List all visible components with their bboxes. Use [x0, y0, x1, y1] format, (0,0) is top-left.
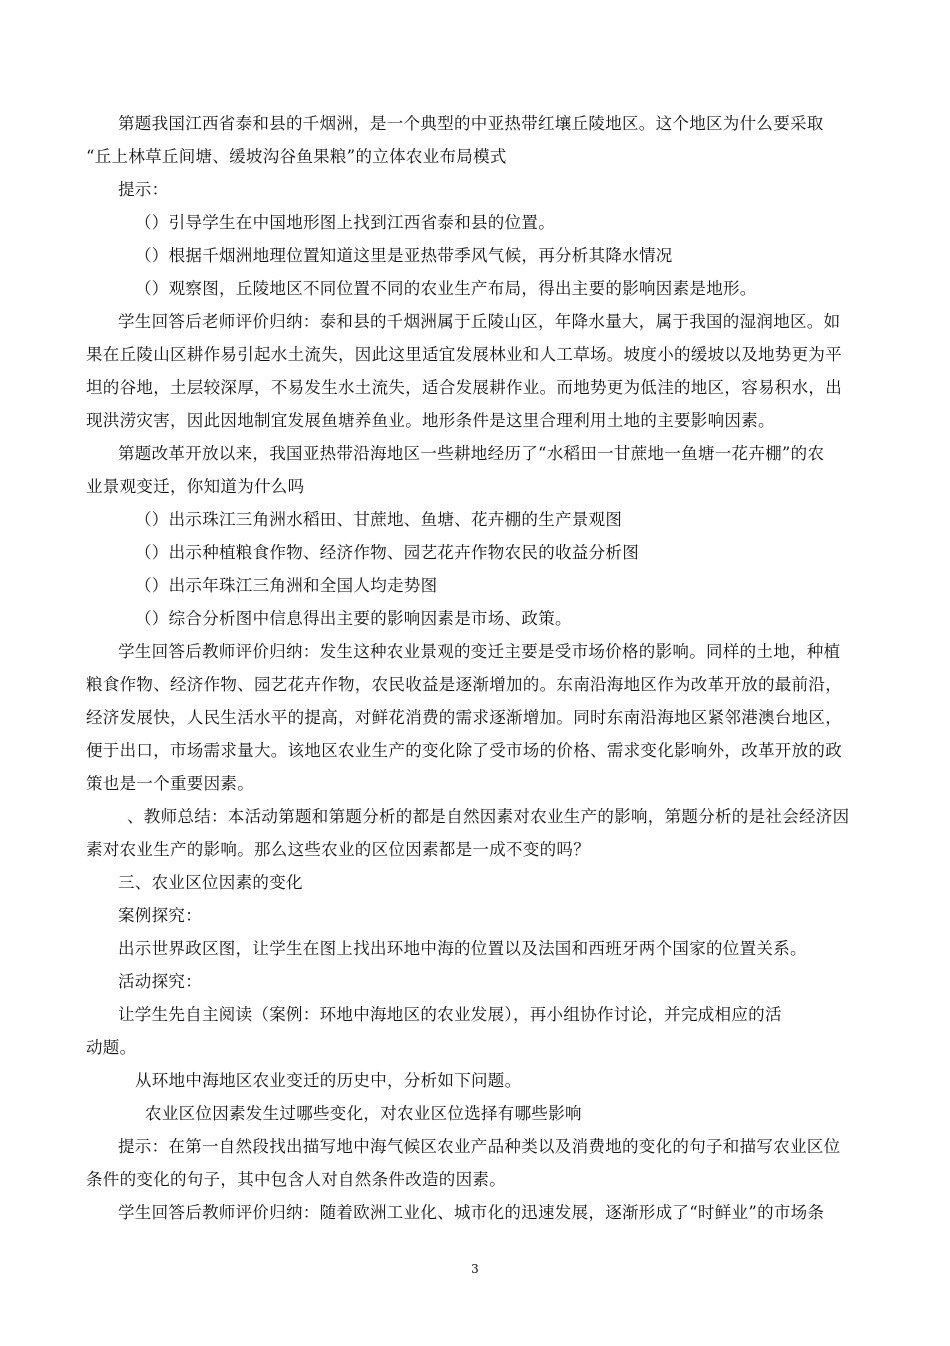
text-line: 经济发展快，人民生活水平的提高，对鲜花消费的需求逐渐增加。同时东南沿海地区紧邻港澳台地区， [86, 708, 842, 727]
text-line: 学生回答后教师评价归纳：发生这种农业景观的变迁主要是受市场价格的影响。同样的土地，种植 [118, 642, 841, 661]
text-line: “丘上林草丘间塘、缓坡沟谷鱼果粮”的立体农业布局模式 [86, 147, 507, 166]
text-line: （）出示种植粮食作物、经济作物、园艺花卉作物农民的收益分析图 [135, 543, 639, 562]
text-line: 出示世界政区图，让学生在图上找出环地中海的位置以及法国和西班牙两个国家的位置关系。 [118, 939, 807, 958]
text-line: 条件的变化的句子，其中包含人对自然条件改造的因素。 [86, 1170, 506, 1189]
text-line: 业景观变迁，你知道为什么吗 [86, 477, 305, 496]
text-line: 粮食作物、经济作物、园艺花卉作物，农民收益是逐渐增加的。东南沿海地区作为改革开放的最前沿， [86, 675, 842, 694]
text-line: （）出示珠江三角洲水稻田、甘蔗地、鱼塘、花卉棚的生产景观图 [135, 510, 623, 529]
text-line: 学生回答后教师评价归纳：随着欧洲工业化、城市化的迅速发展，逐渐形成了“时鲜业”的市场条 [118, 1203, 825, 1222]
text-line: 、教师总结：本活动第题和第题分析的都是自然因素对农业生产的影响，第题分析的是社会经济因 [127, 807, 850, 826]
page-number: 3 [471, 1262, 479, 1276]
text-line: 素对农业生产的影响。那么这些农业的区位因素都是一成不变的吗？ [86, 840, 590, 859]
text-line: 策也是一个重要因素。 [86, 774, 254, 793]
text-line: 提示： [118, 180, 169, 199]
text-line: 动题。 [86, 1038, 137, 1057]
text-line: 第题改革开放以来，我国亚热带沿海地区一些耕地经历了“水稻田一甘蔗地一鱼塘一花卉棚”的农 [118, 444, 825, 463]
text-line: 坦的谷地，土层较深厚，不易发生水土流失，适合发展耕作业。而地势更为低洼的地区，容易积水，出 [86, 378, 842, 397]
text-line: （）引导学生在中国地形图上找到江西省泰和县的位置。 [135, 213, 555, 232]
text-line: （）根据千烟洲地理位置知道这里是亚热带季风气候，再分析其降水情况 [135, 246, 673, 265]
text-line: （）综合分析图中信息得出主要的影响因素是市场、政策。 [135, 609, 572, 628]
text-line: 案例探究： [118, 906, 202, 925]
text-line: 活动探究： [118, 972, 202, 991]
text-line: 果在丘陵山区耕作易引起水土流失，因此这里适宜发展林业和人工草场。坡度小的缓坡以及地势更为平 [86, 345, 842, 364]
text-line: （）观察图，丘陵地区不同位置不同的农业生产布局，得出主要的影响因素是地形。 [135, 279, 757, 298]
text-line: 便于出口，市场需求量大。该地区农业生产的变化除了受市场的价格、需求变化影响外，改革开放的政 [86, 741, 842, 760]
text-line: 让学生先自主阅读（案例：环地中海地区的农业发展），再小组协作讨论，并完成相应的活 [118, 1005, 782, 1024]
text-line: 现洪涝灾害，因此因地制宜发展鱼塘养鱼业。地形条件是这里合理利用土地的主要影响因素。 [86, 411, 775, 430]
text-line: （）出示年珠江三角洲和全国人均走势图 [135, 576, 438, 595]
text-line: 学生回答后老师评价归纳：泰和县的千烟洲属于丘陵山区，年降水量大，属于我国的湿润地区。如 [118, 312, 841, 331]
text-line: 从环地中海地区农业变迁的历史中，分析如下问题。 [135, 1071, 522, 1090]
text-line: 第题我国江西省泰和县的千烟洲，是一个典型的中亚热带红壤丘陵地区。这个地区为什么要采取 [118, 114, 824, 133]
text-line: 提示：在第一自然段找出描写地中海气候区农业产品种类以及消费地的变化的句子和描写农业区位 [118, 1137, 841, 1156]
section-heading: 三、农业区位因素的变化 [118, 873, 303, 892]
text-line: 农业区位因素发生过哪些变化，对农业区位选择有哪些影响 [145, 1104, 582, 1123]
